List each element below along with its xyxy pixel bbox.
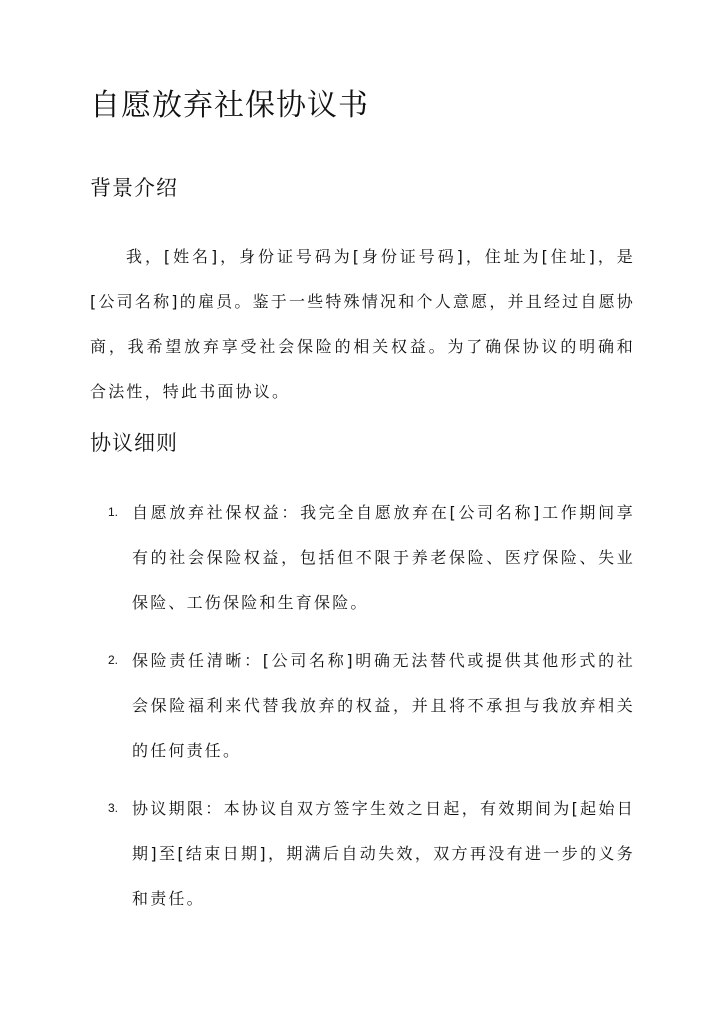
background-paragraph: 我，[姓名]，身份证号码为[身份证号码]，住址为[住址]，是[公司名称]的雇员。鉴于一些特殊情况和个人意愿，并且经过自愿协商，我希望放弃享受社会保险的相关权益。为了确保协议的明确和合法性，特此书面协议。 (90, 247, 635, 401)
section-heading-background: 背景介绍 (90, 176, 178, 200)
list-item-text: 保险责任清晰：[公司名称]明确无法替代或提供其他形式的社会保险福利来代替我放弃的权益，并且将不承担与我放弃相关的任何责任。 (132, 651, 635, 760)
list-item-number: 1. (108, 505, 119, 519)
list-item (90, 638, 635, 773)
list-item-number: 3. (108, 801, 119, 815)
list-item (90, 490, 635, 625)
list-item-number: 2. (108, 653, 119, 667)
terms-list (90, 490, 635, 934)
section-heading-terms: 协议细则 (90, 431, 178, 455)
list-item-text: 自愿放弃社保权益：我完全自愿放弃在[公司名称]工作期间享有的社会保险权益，包括但不限于养老保险、医疗保险、失业保险、工伤保险和生育保险。 (132, 503, 635, 612)
list-item-text: 协议期限：本协议自双方签字生效之日起，有效期间为[起始日期]至[结束日期]，期满后自动失效，双方再没有进一步的义务和责任。 (132, 799, 635, 908)
document-title: 自愿放弃社保协议书 (90, 88, 369, 123)
list-item (90, 786, 635, 921)
